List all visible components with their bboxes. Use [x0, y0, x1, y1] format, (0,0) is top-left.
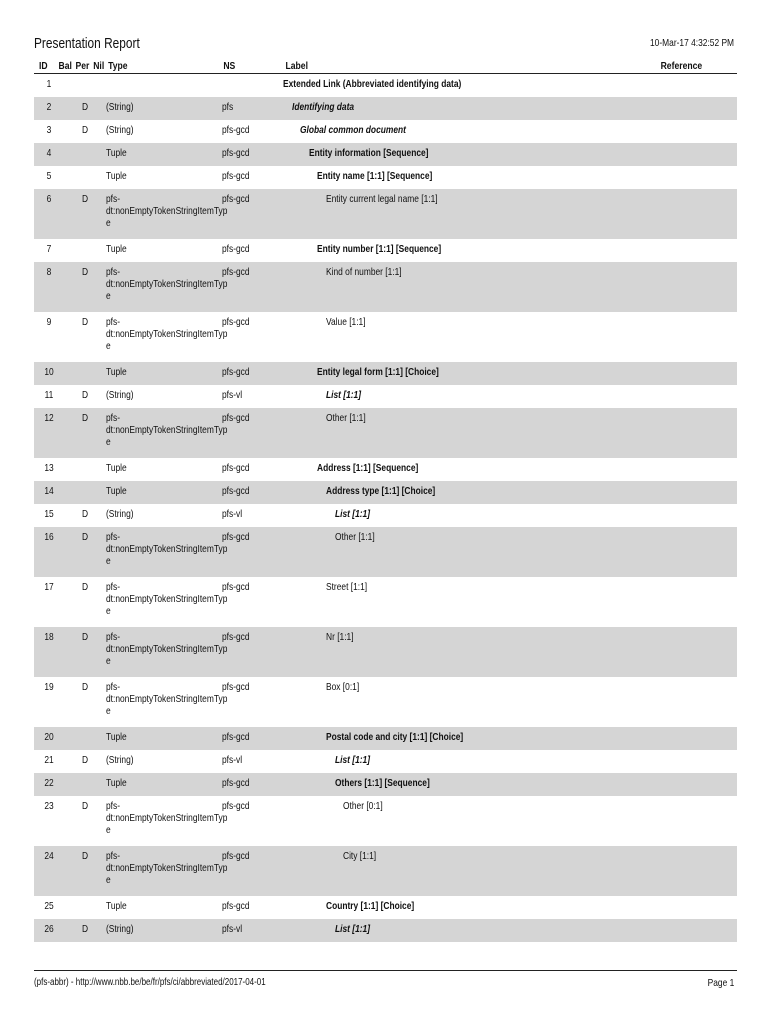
- row-label: Other [1:1]: [326, 412, 366, 424]
- row-id: 5: [46, 170, 52, 182]
- row-label: Entity name [1:1] [Sequence]: [317, 170, 433, 182]
- row-type: (String): [106, 389, 134, 401]
- row-label: List [1:1]: [326, 389, 362, 401]
- row-type: pfs- dt:nonEmptyTokenStringItemTyp e: [106, 316, 228, 352]
- row-type: (String): [106, 508, 134, 520]
- row-namespace: pfs-gcd: [222, 366, 250, 378]
- row-id: 19: [44, 681, 54, 693]
- row-label: Entity information [Sequence]: [308, 147, 429, 159]
- col-ns-header: NS: [223, 60, 236, 72]
- row-namespace: pfs-gcd: [222, 850, 250, 862]
- footer-source: (pfs-abbr) - http://www.nbb.be/be/fr/pfs/ci/abbreviated/2017-04-01: [34, 977, 266, 988]
- row-namespace: pfs-gcd: [222, 731, 250, 743]
- row-namespace: pfs-gcd: [222, 243, 250, 255]
- row-label: Postal code and city [1:1] [Choice]: [326, 731, 464, 743]
- row-id: 20: [44, 731, 54, 743]
- table-row: [34, 504, 737, 527]
- row-label: List [1:1]: [334, 923, 370, 935]
- row-balance: D: [81, 101, 89, 113]
- table-row: [34, 97, 737, 120]
- table-row: [34, 262, 737, 312]
- report-title: Presentation Report: [34, 36, 140, 52]
- row-type: (String): [106, 101, 134, 113]
- row-namespace: pfs-gcd: [222, 266, 250, 278]
- row-balance: D: [81, 266, 89, 278]
- row-balance: D: [81, 681, 89, 693]
- row-type: pfs- dt:nonEmptyTokenStringItemTyp e: [106, 412, 228, 448]
- row-id: 26: [44, 923, 54, 935]
- row-type: Tuple: [106, 147, 127, 159]
- row-label: Kind of number [1:1]: [326, 266, 402, 278]
- row-balance: D: [81, 923, 89, 935]
- table-row: [34, 189, 737, 239]
- row-namespace: pfs-vl: [222, 389, 243, 401]
- row-balance: D: [81, 124, 89, 136]
- row-id: 24: [44, 850, 54, 862]
- col-bal-header: Bal: [58, 60, 72, 72]
- row-id: 1: [46, 78, 52, 90]
- row-namespace: pfs-gcd: [222, 462, 250, 474]
- row-label: Others [1:1] [Sequence]: [334, 777, 430, 789]
- row-label: Box [0:1]: [326, 681, 360, 693]
- row-namespace: pfs-gcd: [222, 800, 250, 812]
- row-id: 9: [46, 316, 52, 328]
- row-type: Tuple: [106, 777, 127, 789]
- row-label: Street [1:1]: [326, 581, 368, 593]
- row-label: Other [0:1]: [343, 800, 383, 812]
- row-balance: D: [81, 193, 89, 205]
- row-namespace: pfs-vl: [222, 508, 243, 520]
- table-row: [34, 166, 737, 189]
- col-reference-header: Reference: [660, 60, 703, 72]
- row-id: 18: [44, 631, 54, 643]
- row-namespace: pfs-gcd: [222, 631, 250, 643]
- col-nil-header: Nil: [93, 60, 105, 72]
- row-type: Tuple: [106, 485, 127, 497]
- table-row: [34, 120, 737, 143]
- row-balance: D: [81, 581, 89, 593]
- row-type: Tuple: [106, 243, 127, 255]
- row-type: (String): [106, 124, 134, 136]
- row-balance: D: [81, 316, 89, 328]
- table-row: [34, 896, 737, 919]
- row-namespace: pfs-gcd: [222, 316, 250, 328]
- row-label: Other [1:1]: [334, 531, 375, 543]
- row-namespace: pfs-gcd: [222, 681, 250, 693]
- report-table: [34, 74, 737, 942]
- row-id: 7: [46, 243, 52, 255]
- row-id: 4: [46, 147, 52, 159]
- row-namespace: pfs-gcd: [222, 777, 250, 789]
- col-id-header: ID: [38, 60, 48, 72]
- row-type: pfs- dt:nonEmptyTokenStringItemTyp e: [106, 193, 228, 229]
- row-balance: D: [81, 389, 89, 401]
- row-id: 12: [44, 412, 54, 424]
- row-label: List [1:1]: [334, 508, 370, 520]
- row-label: Global common document: [300, 124, 407, 136]
- row-label: List [1:1]: [334, 754, 370, 766]
- row-type: Tuple: [106, 900, 127, 912]
- row-label: Address [1:1] [Sequence]: [317, 462, 419, 474]
- row-label: Country [1:1] [Choice]: [326, 900, 415, 912]
- col-type-header: Type: [108, 60, 128, 72]
- row-namespace: pfs-gcd: [222, 170, 250, 182]
- table-row: [34, 408, 737, 458]
- row-type: pfs- dt:nonEmptyTokenStringItemTyp e: [106, 581, 228, 617]
- col-per-header: Per: [75, 60, 90, 72]
- row-id: 6: [46, 193, 52, 205]
- row-type: pfs- dt:nonEmptyTokenStringItemTyp e: [106, 266, 228, 302]
- table-row: [34, 919, 737, 942]
- row-type: (String): [106, 923, 134, 935]
- row-id: 3: [46, 124, 52, 136]
- row-type: Tuple: [106, 462, 127, 474]
- row-balance: D: [81, 412, 89, 424]
- row-type: (String): [106, 754, 134, 766]
- row-id: 21: [44, 754, 54, 766]
- table-row: [34, 312, 737, 362]
- row-label: City [1:1]: [343, 850, 377, 862]
- table-row: [34, 727, 737, 750]
- row-label: Entity number [1:1] [Sequence]: [317, 243, 442, 255]
- row-label: Identifying data: [291, 101, 354, 113]
- table-row: [34, 74, 737, 97]
- col-label-header: Label: [285, 60, 308, 72]
- row-id: 23: [44, 800, 54, 812]
- row-id: 13: [44, 462, 54, 474]
- table-row: [34, 527, 737, 577]
- table-row: [34, 796, 737, 846]
- row-namespace: pfs-gcd: [222, 581, 250, 593]
- row-balance: D: [81, 754, 89, 766]
- row-label: Value [1:1]: [326, 316, 366, 328]
- footer-divider: [34, 970, 737, 971]
- row-namespace: pfs-gcd: [222, 124, 250, 136]
- row-id: 2: [46, 101, 52, 113]
- row-label: Entity current legal name [1:1]: [326, 193, 438, 205]
- row-type: Tuple: [106, 731, 127, 743]
- row-balance: D: [81, 508, 89, 520]
- table-row: [34, 627, 737, 677]
- row-balance: D: [81, 800, 89, 812]
- row-namespace: pfs-gcd: [222, 193, 250, 205]
- row-id: 25: [44, 900, 54, 912]
- row-id: 8: [46, 266, 52, 278]
- row-id: 14: [44, 485, 54, 497]
- table-row: [34, 239, 737, 262]
- table-row: [34, 143, 737, 166]
- row-namespace: pfs-vl: [222, 754, 243, 766]
- row-id: 10: [44, 366, 54, 378]
- table-row: [34, 750, 737, 773]
- row-type: pfs- dt:nonEmptyTokenStringItemTyp e: [106, 631, 228, 667]
- row-type: pfs- dt:nonEmptyTokenStringItemTyp e: [106, 531, 228, 567]
- table-row: [34, 677, 737, 727]
- row-label: Address type [1:1] [Choice]: [326, 485, 436, 497]
- footer-page-number: Page 1: [707, 977, 734, 989]
- row-id: 22: [44, 777, 54, 789]
- report-timestamp: 10-Mar-17 4:32:52 PM: [649, 37, 734, 49]
- row-label: Extended Link (Abbreviated identifying data): [283, 78, 462, 90]
- row-balance: D: [81, 850, 89, 862]
- table-row: [34, 773, 737, 796]
- row-type: pfs- dt:nonEmptyTokenStringItemTyp e: [106, 681, 228, 717]
- row-id: 11: [44, 389, 54, 401]
- row-type: Tuple: [106, 366, 127, 378]
- row-namespace: pfs: [222, 101, 234, 113]
- row-balance: D: [81, 631, 89, 643]
- row-type: pfs- dt:nonEmptyTokenStringItemTyp e: [106, 800, 228, 836]
- row-namespace: pfs-gcd: [222, 147, 250, 159]
- row-namespace: pfs-gcd: [222, 412, 250, 424]
- row-namespace: pfs-gcd: [222, 485, 250, 497]
- row-id: 16: [44, 531, 54, 543]
- row-namespace: pfs-vl: [222, 923, 243, 935]
- table-row: [34, 458, 737, 481]
- row-namespace: pfs-gcd: [222, 531, 250, 543]
- row-label: Nr [1:1]: [326, 631, 354, 643]
- row-balance: D: [81, 531, 89, 543]
- table-row: [34, 385, 737, 408]
- table-row: [34, 577, 737, 627]
- row-type: pfs- dt:nonEmptyTokenStringItemTyp e: [106, 850, 228, 886]
- table-row: [34, 846, 737, 896]
- row-id: 15: [44, 508, 54, 520]
- row-type: Tuple: [106, 170, 127, 182]
- row-id: 17: [44, 581, 54, 593]
- table-row: [34, 481, 737, 504]
- table-row: [34, 362, 737, 385]
- row-namespace: pfs-gcd: [222, 900, 250, 912]
- row-label: Entity legal form [1:1] [Choice]: [317, 366, 440, 378]
